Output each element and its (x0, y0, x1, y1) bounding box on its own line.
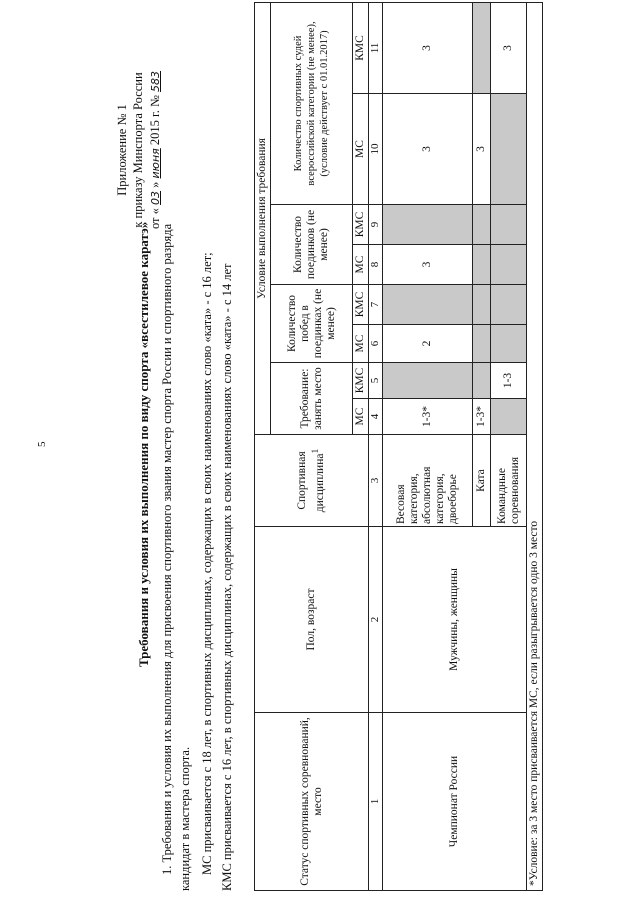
table-cell: 2 (383, 325, 473, 363)
table-cell (473, 205, 491, 245)
order-number: 583 (149, 70, 162, 92)
date-month: июня (149, 148, 162, 179)
col-num: 10 (369, 94, 383, 205)
paragraph-1: 1. Требования и условия их выполнения для присвоения спортивного звания мастер спорта России и спортивного разряда (160, 223, 174, 875)
discipline-cell: Ката (473, 435, 491, 527)
appendix-line1: Приложение № 1 (115, 104, 129, 196)
table-cell (383, 285, 473, 325)
header-ms: МС (353, 94, 369, 205)
paragraph-kms: КМС присваивается с 16 лет, в спортивных дисциплинах, содержащих в своих наименованиях слово «ката» - с 14 лет (220, 263, 234, 891)
header-conditions: Условие выполнения требования (255, 2, 271, 434)
gender-cell: Мужчины, женщины (383, 527, 527, 713)
header-ms: МС (353, 399, 369, 435)
table-cell (491, 245, 527, 285)
page-number: 5 (36, 441, 48, 447)
header-kms: КМС (353, 363, 369, 399)
col-num: 6 (369, 325, 383, 363)
table-cell: 1-3 (491, 363, 527, 399)
col-num: 4 (369, 399, 383, 435)
table-cell (491, 399, 527, 435)
header-fights: Количество поединков (не менее) (271, 205, 353, 285)
header-discipline (255, 435, 369, 527)
col-num: 3 (369, 435, 383, 527)
paragraph-ms: МС присваивается с 18 лет, в спортивных дисциплинах, содержащих в своих наименованиях слово «ката» - с 16 лет; (200, 252, 214, 875)
table-cell (491, 325, 527, 363)
table-cell (473, 245, 491, 285)
col-num: 5 (369, 363, 383, 399)
header-place: Требование: занять место (271, 363, 353, 435)
document-title: Требования и условия их выполнения по виду спорта «всестилевое каратэ» (136, 221, 151, 667)
table-cell: 3 (383, 245, 473, 285)
table-cell (383, 205, 473, 245)
table-cell (491, 94, 527, 205)
col-num: 9 (369, 205, 383, 245)
table-cell (491, 285, 527, 325)
col-num: 11 (369, 2, 383, 93)
table-cell: 3 (383, 2, 473, 93)
header-status: Статус спортивных соревнований, место (255, 713, 369, 891)
header-discipline-text: Спортивная дисциплина (296, 451, 326, 513)
header-ms: МС (353, 245, 369, 285)
table-cell: 1-3* (383, 399, 473, 435)
appendix-line2: к приказу Минспорта России (131, 72, 145, 228)
date-quote: » (148, 181, 162, 188)
requirements-table (254, 2, 543, 891)
col-num: 2 (369, 527, 383, 713)
header-kms: КМС (353, 205, 369, 245)
discipline-cell: Командные соревнования (491, 435, 527, 527)
date-prefix: от « (148, 208, 162, 230)
header-kms: КМС (353, 285, 369, 325)
table-cell (491, 205, 527, 245)
col-num: 8 (369, 245, 383, 285)
col-num: 7 (369, 285, 383, 325)
table-cell (473, 325, 491, 363)
table-cell: 3 (473, 94, 491, 205)
header-gender-age: Пол, возраст (255, 527, 369, 713)
table-cell: 1-3* (473, 399, 491, 435)
event-cell: Чемпионат России (383, 713, 527, 891)
table-cell (473, 285, 491, 325)
header-kms: КМС (353, 2, 369, 93)
table-cell: 3 (491, 2, 527, 93)
paragraph-1-cont: кандидат в мастера спорта. (178, 746, 192, 891)
header-ms: МС (353, 325, 369, 363)
footnote-mark: 1 (310, 448, 322, 454)
col-num: 1 (369, 713, 383, 891)
header-wins: Количество побед в поединках (не менее) (271, 285, 353, 363)
table-note: *Условие: за 3 место присваивается МС, если разыгрывается одно 3 место (527, 2, 543, 890)
header-judges: Количество спортивных судей всероссийской категории (не менее), (условие действует с 01.01.2017) (271, 2, 353, 204)
table-cell (383, 363, 473, 399)
discipline-cell: Весовая категория, абсолютная категория, двоеборье (383, 435, 473, 527)
date-year: 2015 г. № (148, 95, 162, 146)
date-day: 03 (149, 190, 162, 205)
table-cell (473, 363, 491, 399)
table-cell (473, 2, 491, 93)
table-cell: 3 (383, 94, 473, 205)
